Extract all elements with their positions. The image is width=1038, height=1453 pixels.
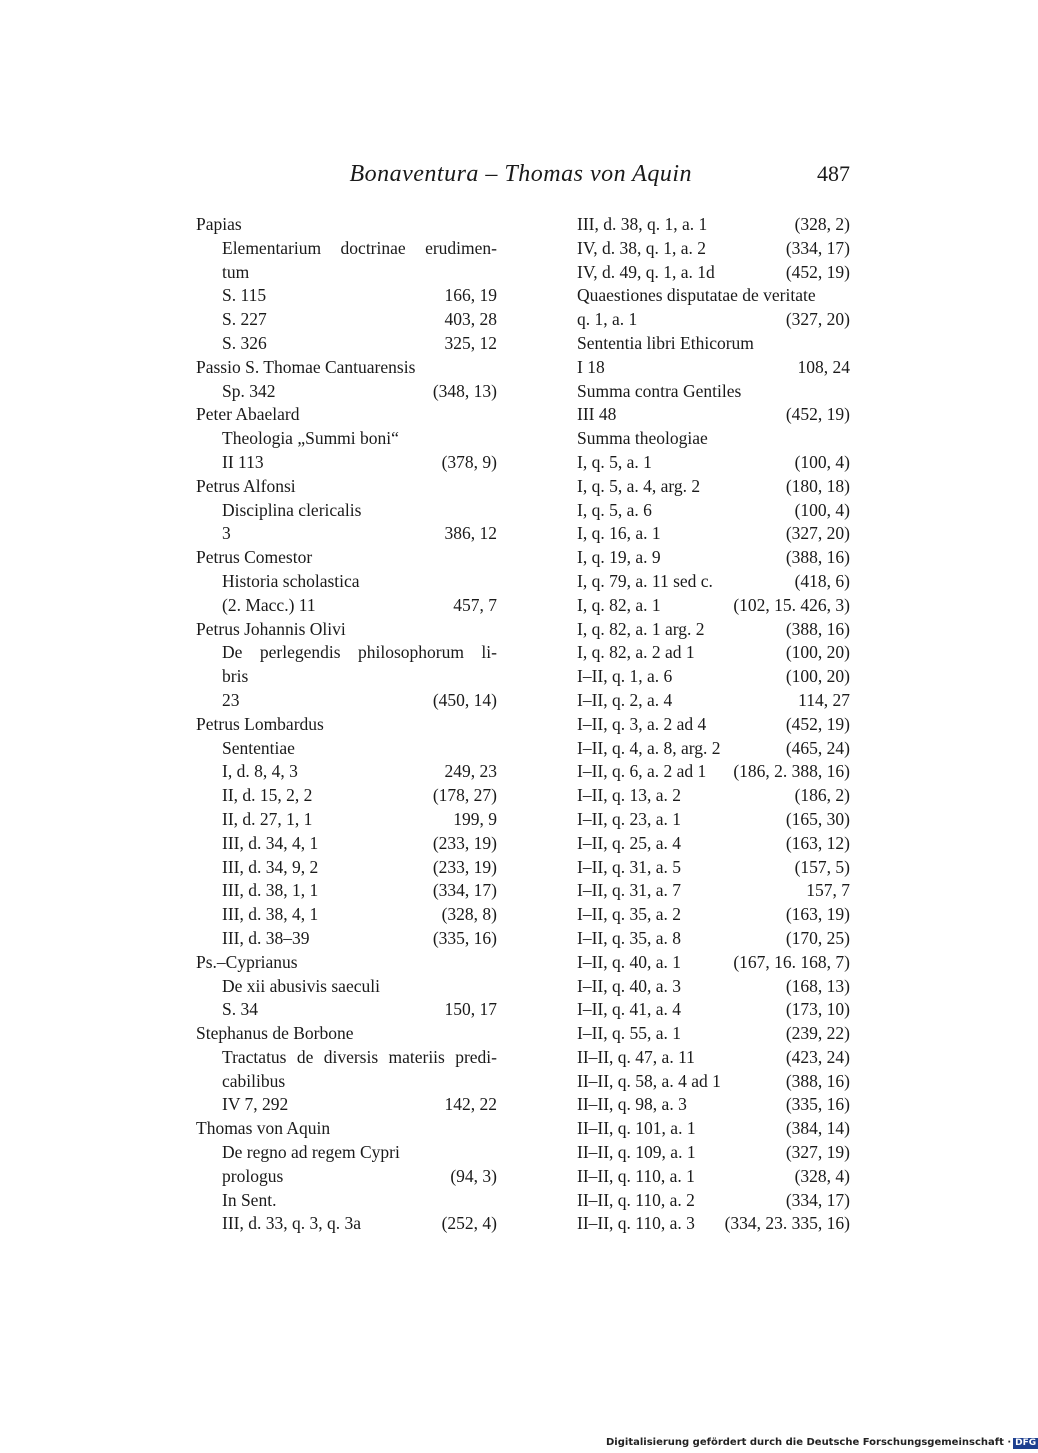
index-entry: [577, 380, 850, 404]
index-term: II, d. 27, 1, 1: [222, 808, 313, 829]
index-term: II–II, q. 101, a. 1: [577, 1118, 696, 1139]
index-entry: [196, 856, 497, 880]
page-reference: (388, 16): [785, 547, 850, 568]
index-term: Petrus Alfonsi: [196, 475, 296, 496]
page-reference: (163, 12): [785, 832, 850, 853]
index-entry: [196, 308, 497, 332]
page-reference: (334, 17): [432, 880, 497, 901]
footer-credit: [606, 1437, 1037, 1449]
page-reference: (170, 25): [785, 927, 850, 948]
index-entry: [577, 451, 850, 475]
index-term: Petrus Johannis Olivi: [196, 618, 346, 639]
index-entry: [577, 832, 850, 856]
index-entry: [196, 689, 497, 713]
index-entry: [196, 951, 497, 975]
page-reference: (252, 4): [441, 1213, 497, 1234]
index-entry: [577, 261, 850, 285]
index-term: Tractatus de diversis materiis predi-: [222, 1046, 497, 1067]
page-reference: (388, 16): [785, 1070, 850, 1091]
index-term: III, d. 33, q. 3, q. 3a: [222, 1213, 362, 1234]
index-entry: [577, 594, 850, 618]
index-term: Papias: [196, 214, 242, 234]
index-entry: [196, 546, 497, 570]
index-term: S. 326: [222, 332, 267, 353]
index-term: I–II, q. 3, a. 2 ad 4: [577, 713, 707, 734]
page-reference: (334, 17): [785, 237, 850, 258]
index-term: Elementarium doctrinae erudimen-: [222, 237, 497, 258]
index-term: Quaestiones disputatae de veritate: [577, 285, 816, 306]
page-reference: (418, 6): [794, 570, 850, 591]
page-number: 487: [817, 161, 850, 186]
index-entry: [577, 1022, 850, 1046]
index-term: I, d. 8, 4, 3: [222, 761, 298, 782]
index-entry: [196, 261, 497, 285]
index-term: II 113: [222, 451, 264, 472]
index-entry: [577, 356, 850, 380]
index-entry: [577, 1165, 850, 1189]
index-term: Theologia „Summi boni“: [222, 428, 399, 449]
index-entry: [196, 1093, 497, 1117]
page-reference: (165, 30): [785, 808, 850, 829]
index-term: I 18: [577, 356, 605, 377]
footer-text: Digitalisierung gefördert durch die Deutsche Forschungsgemeinschaft ·: [606, 1437, 1012, 1448]
index-term: II–II, q. 47, a. 11: [577, 1046, 695, 1067]
index-entry: [577, 499, 850, 523]
index-term: Disciplina clericalis: [222, 499, 362, 520]
page-reference: (168, 13): [785, 975, 850, 996]
index-column-right: [577, 213, 850, 1236]
index-entry: [577, 1117, 850, 1141]
page-reference: (163, 19): [785, 904, 850, 925]
index-entry: [196, 737, 497, 761]
page-reference: (452, 19): [785, 713, 850, 734]
page-reference: 403, 28: [444, 309, 497, 330]
index-term: I–II, q. 4, a. 8, arg. 2: [577, 737, 721, 758]
index-term: Petrus Comestor: [196, 547, 313, 568]
page-reference: 199, 9: [453, 808, 497, 829]
page-reference: (334, 23. 335, 16): [724, 1213, 850, 1234]
index-term: Summa contra Gentiles: [577, 380, 742, 401]
page-reference: (173, 10): [785, 999, 850, 1020]
index-entry: [196, 784, 497, 808]
page-reference: (465, 24): [785, 737, 850, 758]
page-reference: (348, 13): [432, 380, 497, 401]
index-term: I–II, q. 40, a. 3: [577, 975, 682, 996]
index-term: I, q. 5, a. 1: [577, 451, 652, 472]
index-entry: [577, 903, 850, 927]
page-reference: (180, 18): [785, 475, 850, 496]
index-term: Sententia libri Ethicorum: [577, 332, 754, 353]
index-term: III, d. 38, 1, 1: [222, 880, 319, 901]
index-entry: [577, 951, 850, 975]
page-reference: (378, 9): [441, 451, 497, 472]
index-entry: [196, 975, 497, 999]
index-entry: [577, 879, 850, 903]
dfg-logo: DFG: [1015, 1438, 1037, 1448]
index-entry: [577, 475, 850, 499]
index-entry: [577, 427, 850, 451]
index-entry: [577, 403, 850, 427]
index-entry: [196, 808, 497, 832]
index-entry: [196, 1070, 497, 1094]
index-term: III 48: [577, 404, 617, 425]
running-header-title: Bonaventura – Thomas von Aquin: [349, 161, 692, 187]
page-reference: (100, 20): [785, 666, 850, 687]
page-reference: (334, 17): [785, 1189, 850, 1210]
index-entry: [196, 1022, 497, 1046]
index-entry: [196, 641, 497, 665]
index-entry: [577, 284, 850, 308]
index-term: Petrus Lombardus: [196, 713, 324, 734]
index-entry: [577, 808, 850, 832]
page-reference: 325, 12: [444, 332, 497, 353]
page-reference: (328, 8): [441, 904, 497, 925]
index-term: I–II, q. 25, a. 4: [577, 832, 682, 853]
index-term: S. 115: [222, 285, 267, 306]
index-term: I–II, q. 6, a. 2 ad 1: [577, 761, 707, 782]
page-reference: (384, 14): [785, 1118, 850, 1139]
index-term: I–II, q. 41, a. 4: [577, 999, 682, 1020]
page-reference: (186, 2): [794, 785, 850, 806]
page-reference: 457, 7: [453, 594, 497, 615]
page-reference: (335, 16): [785, 1094, 850, 1115]
index-entry: [196, 760, 497, 784]
page-reference: (328, 2): [794, 214, 850, 234]
index-entry: [577, 522, 850, 546]
index-term: cabilibus: [222, 1070, 286, 1091]
index-entry: [196, 380, 497, 404]
index-term: I, q. 16, a. 1: [577, 523, 661, 544]
page-reference: (328, 4): [794, 1165, 850, 1186]
index-term: I, q. 82, a. 1 arg. 2: [577, 618, 705, 639]
index-term: III, d. 34, 4, 1: [222, 832, 319, 853]
index-entry: [196, 522, 497, 546]
index-term: I–II, q. 2, a. 4: [577, 689, 673, 710]
page-reference: (100, 20): [785, 642, 850, 663]
index-entry: [577, 665, 850, 689]
index-entry: [196, 713, 497, 737]
index-term: I, q. 82, a. 2 ad 1: [577, 642, 695, 663]
index-term: S. 227: [222, 309, 267, 330]
index-entry: [196, 665, 497, 689]
page-reference: (178, 27): [432, 785, 497, 806]
index-entry: [577, 737, 850, 761]
index-term: Stephanus de Borbone: [196, 1023, 354, 1044]
index-term: Ps.–Cyprianus: [196, 951, 298, 972]
index-entry: [196, 475, 497, 499]
index-entry: [577, 927, 850, 951]
page-reference: (327, 20): [785, 309, 850, 330]
index-entry: [196, 499, 497, 523]
index-entry: [196, 237, 497, 261]
index-term: I–II, q. 1, a. 6: [577, 666, 673, 687]
index-term: I–II, q. 35, a. 8: [577, 927, 682, 948]
index-entry: [577, 998, 850, 1022]
index-entry: [196, 451, 497, 475]
index-entry: [577, 213, 850, 237]
page-reference: (327, 19): [785, 1142, 850, 1163]
page-reference: 150, 17: [444, 999, 497, 1020]
index-entry: [196, 356, 497, 380]
page-reference: (233, 19): [432, 856, 497, 877]
index-term: I, q. 82, a. 1: [577, 594, 661, 615]
page-reference: (388, 16): [785, 618, 850, 639]
index-term: In Sent.: [222, 1189, 277, 1210]
index-term: Summa theologiae: [577, 428, 708, 449]
page-reference: 249, 23: [444, 761, 497, 782]
index-term: I, q. 5, a. 4, arg. 2: [577, 475, 701, 496]
page-reference: (239, 22): [785, 1023, 850, 1044]
index-term: II–II, q. 98, a. 3: [577, 1094, 687, 1115]
index-entry: [196, 427, 497, 451]
index-term: III, d. 38, q. 1, a. 1: [577, 214, 708, 234]
index-entry: [196, 594, 497, 618]
index-term: I–II, q. 23, a. 1: [577, 808, 682, 829]
page-reference: (452, 19): [785, 404, 850, 425]
page-reference: 114, 27: [798, 689, 850, 710]
index-term: II–II, q. 110, a. 2: [577, 1189, 695, 1210]
index-entry: [196, 403, 497, 427]
index-entry: [196, 284, 497, 308]
index-entry: [196, 1046, 497, 1070]
index-term: Peter Abaelard: [196, 404, 300, 425]
index-entry: [196, 879, 497, 903]
page-reference: (186, 2. 388, 16): [733, 761, 850, 782]
index-entry: [196, 213, 497, 237]
index-entry: [577, 1093, 850, 1117]
index-term: Historia scholastica: [222, 570, 360, 591]
index-term: I–II, q. 55, a. 1: [577, 1023, 682, 1044]
index-entry: [196, 832, 497, 856]
index-entry: [577, 975, 850, 999]
index-term: Sp. 342: [222, 380, 276, 401]
page-reference: (327, 20): [785, 523, 850, 544]
page-reference: 386, 12: [444, 523, 497, 544]
page-reference: (423, 24): [785, 1046, 850, 1067]
page-reference: 166, 19: [444, 285, 497, 306]
index-entry: [577, 546, 850, 570]
index-term: II, d. 15, 2, 2: [222, 785, 313, 806]
index-entry: [196, 998, 497, 1022]
index-term: De regno ad regem Cypri: [222, 1142, 400, 1163]
index-entry: [577, 308, 850, 332]
index-entry: [577, 1141, 850, 1165]
index-term: I–II, q. 35, a. 2: [577, 904, 682, 925]
index-term: II–II, q. 109, a. 1: [577, 1142, 696, 1163]
index-entry: [577, 1189, 850, 1213]
index-term: I–II, q. 31, a. 5: [577, 856, 682, 877]
index-entry: [196, 1165, 497, 1189]
page-reference: (100, 4): [794, 499, 850, 520]
page-reference: 157, 7: [806, 880, 850, 901]
index-entry: [577, 618, 850, 642]
index-term: 3: [222, 523, 231, 544]
index-term: IV, d. 38, q. 1, a. 2: [577, 237, 706, 258]
index-entry: [577, 713, 850, 737]
index-term: IV 7, 292: [222, 1094, 289, 1115]
index-term: III, d. 38, 4, 1: [222, 904, 319, 925]
index-term: De xii abusivis saeculi: [222, 975, 380, 996]
index-entry: [196, 1117, 497, 1141]
index-term: III, d. 38–39: [222, 927, 310, 948]
index-term: I, q. 19, a. 9: [577, 547, 661, 568]
index-entry: [577, 332, 850, 356]
index-term: I, q. 79, a. 11 sed c.: [577, 570, 713, 591]
index-term: tum: [222, 261, 250, 282]
index-entry: [577, 1070, 850, 1094]
index-term: IV, d. 49, q. 1, a. 1d: [577, 261, 715, 282]
page-reference: (452, 19): [785, 261, 850, 282]
index-entry: [196, 618, 497, 642]
index-entry: [577, 689, 850, 713]
index-entry: [577, 570, 850, 594]
index-term: I–II, q. 40, a. 1: [577, 951, 682, 972]
index-entry: [577, 1212, 850, 1236]
page-reference: (102, 15. 426, 3): [733, 594, 850, 615]
index-term: II–II, q. 110, a. 3: [577, 1213, 695, 1234]
index-entry: [577, 856, 850, 880]
index-term: 23: [222, 689, 240, 710]
index-term: q. 1, a. 1: [577, 309, 638, 330]
index-entry: [577, 784, 850, 808]
index-term: II–II, q. 110, a. 1: [577, 1165, 695, 1186]
index-term: Sententiae: [222, 737, 295, 758]
page-reference: (100, 4): [794, 451, 850, 472]
index-term: S. 34: [222, 999, 258, 1020]
index-entry: [196, 903, 497, 927]
index-entry: [196, 570, 497, 594]
index-entry: [196, 1141, 497, 1165]
index-term: I–II, q. 31, a. 7: [577, 880, 682, 901]
index-column-left: [196, 213, 497, 1236]
index-term: II–II, q. 58, a. 4 ad 1: [577, 1070, 721, 1091]
index-term: (2. Macc.) 11: [222, 594, 316, 615]
page-reference: (450, 14): [432, 689, 497, 710]
index-term: Passio S. Thomae Cantuarensis: [196, 356, 416, 377]
index-entry: [577, 1046, 850, 1070]
index-term: III, d. 34, 9, 2: [222, 856, 319, 877]
index-entry: [577, 237, 850, 261]
index-entry: [196, 1212, 497, 1236]
index-entry: [577, 641, 850, 665]
index-term: bris: [222, 666, 249, 687]
page-reference: 108, 24: [797, 356, 850, 377]
page-reference: (335, 16): [432, 927, 497, 948]
index-term: Thomas von Aquin: [196, 1118, 331, 1139]
index-entry: [196, 332, 497, 356]
page-reference: (233, 19): [432, 832, 497, 853]
page-reference: (157, 5): [794, 856, 850, 877]
index-term: De perlegendis philosophorum li-: [222, 642, 497, 663]
index-term: I–II, q. 13, a. 2: [577, 785, 682, 806]
index-term: I, q. 5, a. 6: [577, 499, 652, 520]
page-reference: (94, 3): [450, 1165, 497, 1186]
index-entry: [196, 927, 497, 951]
page-reference: 142, 22: [444, 1094, 497, 1115]
index-entry: [196, 1189, 497, 1213]
page-reference: (167, 16. 168, 7): [733, 951, 850, 972]
index-entry: [577, 760, 850, 784]
index-term: prologus: [222, 1165, 284, 1186]
